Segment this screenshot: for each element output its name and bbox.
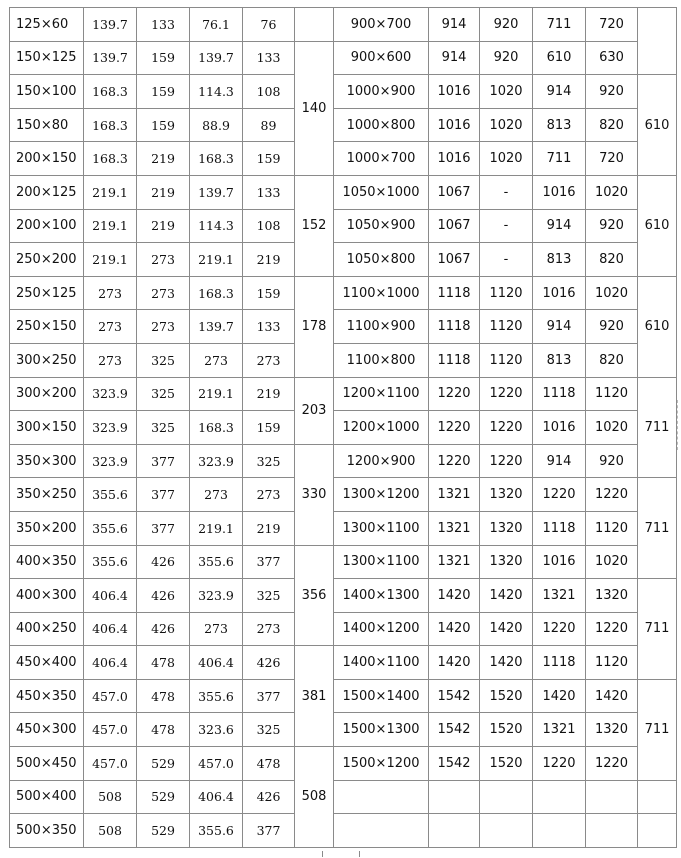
table-row bbox=[10, 108, 677, 142]
dimension-cell: 1220 bbox=[429, 444, 480, 478]
dimension-cell: 426 bbox=[137, 579, 190, 613]
table-row bbox=[10, 679, 677, 713]
dimension-cell: 355.6 bbox=[84, 545, 137, 579]
dimension-cell bbox=[429, 814, 480, 848]
dimension-cell: 273 bbox=[137, 276, 190, 310]
dimension-cell: 1520 bbox=[480, 747, 533, 781]
length-cell bbox=[638, 780, 677, 814]
size-cell: 300×150 bbox=[10, 411, 84, 445]
dimension-cell: 1320 bbox=[480, 545, 533, 579]
size-cell: 1100×800 bbox=[334, 343, 429, 377]
dimension-cell: 323.9 bbox=[190, 579, 243, 613]
dimension-cell: 1220 bbox=[533, 612, 586, 646]
dimension-cell: 108 bbox=[243, 209, 295, 243]
dimension-cell: 1220 bbox=[480, 377, 533, 411]
dimension-cell: 1520 bbox=[480, 713, 533, 747]
dimension-cell: 377 bbox=[137, 511, 190, 545]
dimension-cell: 1420 bbox=[429, 612, 480, 646]
size-cell: 450×350 bbox=[10, 679, 84, 713]
dimension-cell: 219.1 bbox=[84, 175, 137, 209]
size-cell: 1300×1100 bbox=[334, 545, 429, 579]
length-cell bbox=[638, 814, 677, 848]
dimension-cell: 1020 bbox=[586, 175, 638, 209]
dimension-cell: 1020 bbox=[586, 411, 638, 445]
size-cell: 250×125 bbox=[10, 276, 84, 310]
dimension-cell: 813 bbox=[533, 108, 586, 142]
size-cell: 1000×800 bbox=[334, 108, 429, 142]
dimension-cell bbox=[586, 814, 638, 848]
dimension-cell: 139.7 bbox=[190, 310, 243, 344]
table-row bbox=[10, 343, 677, 377]
size-cell: 1500×1400 bbox=[334, 679, 429, 713]
size-cell: 500×350 bbox=[10, 814, 84, 848]
table-row bbox=[10, 209, 677, 243]
dimension-cell: 325 bbox=[137, 411, 190, 445]
dimension-cell: 457.0 bbox=[84, 679, 137, 713]
table-row bbox=[10, 411, 677, 445]
size-cell bbox=[334, 780, 429, 814]
dimension-cell: 1420 bbox=[429, 579, 480, 613]
dimension-cell: 914 bbox=[533, 444, 586, 478]
dimension-cell: 920 bbox=[586, 209, 638, 243]
dimension-cell: 406.4 bbox=[84, 579, 137, 613]
dimension-cell: 89 bbox=[243, 108, 295, 142]
dimension-cell: 325 bbox=[243, 713, 295, 747]
dimension-cell: 168.3 bbox=[84, 108, 137, 142]
dimension-cell: 219.1 bbox=[190, 511, 243, 545]
table-row bbox=[10, 780, 677, 814]
length-cell: 610 bbox=[638, 75, 677, 176]
dimension-cell: 323.9 bbox=[84, 444, 137, 478]
size-cell: 900×600 bbox=[334, 41, 429, 75]
table-row bbox=[10, 377, 677, 411]
dimension-cell: 219.1 bbox=[84, 243, 137, 277]
dimension-cell: 406.4 bbox=[84, 646, 137, 680]
dimension-cell: 325 bbox=[243, 579, 295, 613]
dimension-cell: 426 bbox=[137, 612, 190, 646]
dimension-cell: 426 bbox=[243, 646, 295, 680]
dimension-cell: 1220 bbox=[429, 377, 480, 411]
dimension-cell: 1120 bbox=[480, 276, 533, 310]
dimension-cell: - bbox=[480, 209, 533, 243]
dimension-cell: 1420 bbox=[480, 612, 533, 646]
dimension-cell: 273 bbox=[84, 276, 137, 310]
dimension-cell: 1321 bbox=[533, 579, 586, 613]
reducer-dimension-table bbox=[9, 7, 677, 848]
dimension-cell: 159 bbox=[137, 108, 190, 142]
dimension-cell: 219 bbox=[137, 209, 190, 243]
dimension-cell: 478 bbox=[243, 747, 295, 781]
table-row bbox=[10, 579, 677, 613]
dimension-cell: 406.4 bbox=[84, 612, 137, 646]
size-cell: 500×400 bbox=[10, 780, 84, 814]
dimension-cell: 159 bbox=[243, 142, 295, 176]
size-cell: 150×80 bbox=[10, 108, 84, 142]
dimension-cell: 1420 bbox=[480, 646, 533, 680]
dimension-cell: 1321 bbox=[429, 545, 480, 579]
size-cell: 200×100 bbox=[10, 209, 84, 243]
dimension-cell: 1020 bbox=[480, 142, 533, 176]
dimension-cell: 1120 bbox=[586, 377, 638, 411]
dimension-cell: 1118 bbox=[429, 343, 480, 377]
dimension-cell: 133 bbox=[243, 41, 295, 75]
dimension-cell: 1118 bbox=[429, 310, 480, 344]
dimension-cell: 273 bbox=[243, 478, 295, 512]
table-row bbox=[10, 612, 677, 646]
dimension-cell: 508 bbox=[84, 780, 137, 814]
dimension-cell: 529 bbox=[137, 780, 190, 814]
dimension-cell: 1321 bbox=[533, 713, 586, 747]
dimension-cell: 1016 bbox=[533, 175, 586, 209]
size-cell: 350×250 bbox=[10, 478, 84, 512]
dimension-cell: 1016 bbox=[533, 411, 586, 445]
dimension-cell: 273 bbox=[190, 612, 243, 646]
size-cell: 300×250 bbox=[10, 343, 84, 377]
dimension-cell: 159 bbox=[137, 75, 190, 109]
dimension-cell bbox=[429, 780, 480, 814]
dimension-cell: 219 bbox=[137, 142, 190, 176]
dimension-cell: 1118 bbox=[429, 276, 480, 310]
table-row bbox=[10, 8, 677, 42]
table-row bbox=[10, 478, 677, 512]
dimension-cell: 323.9 bbox=[190, 444, 243, 478]
dimension-cell: 813 bbox=[533, 343, 586, 377]
dimension-cell: 1542 bbox=[429, 747, 480, 781]
dimension-cell: 1016 bbox=[429, 142, 480, 176]
size-cell: 1500×1300 bbox=[334, 713, 429, 747]
size-cell: 1200×900 bbox=[334, 444, 429, 478]
dimension-cell: 1118 bbox=[533, 511, 586, 545]
dimension-cell: 219.1 bbox=[84, 209, 137, 243]
size-cell: 1050×800 bbox=[334, 243, 429, 277]
dimension-cell: 478 bbox=[137, 679, 190, 713]
dimension-cell: 1542 bbox=[429, 713, 480, 747]
dimension-cell: 1067 bbox=[429, 209, 480, 243]
dimension-cell: 159 bbox=[243, 276, 295, 310]
dimension-cell: 325 bbox=[243, 444, 295, 478]
dimension-cell: 1420 bbox=[586, 679, 638, 713]
dimension-cell: 323.9 bbox=[84, 411, 137, 445]
dimension-cell: 920 bbox=[480, 41, 533, 75]
length-cell: 140 bbox=[295, 41, 334, 175]
dimension-cell: 610 bbox=[533, 41, 586, 75]
dimension-cell: 377 bbox=[137, 444, 190, 478]
dimension-cell: 1118 bbox=[533, 377, 586, 411]
size-cell: 1400×1300 bbox=[334, 579, 429, 613]
dimension-cell: 813 bbox=[533, 243, 586, 277]
dimension-cell: 1320 bbox=[480, 478, 533, 512]
dimension-cell: 1020 bbox=[586, 276, 638, 310]
dimension-cell: 377 bbox=[243, 679, 295, 713]
size-cell: 300×200 bbox=[10, 377, 84, 411]
dimension-cell: 1220 bbox=[586, 612, 638, 646]
dimension-cell: 820 bbox=[586, 243, 638, 277]
dimension-cell: 355.6 bbox=[190, 679, 243, 713]
size-cell: 350×300 bbox=[10, 444, 84, 478]
dimension-cell: 377 bbox=[137, 478, 190, 512]
size-cell bbox=[334, 814, 429, 848]
dimension-cell: 168.3 bbox=[84, 142, 137, 176]
dimension-cell: 820 bbox=[586, 343, 638, 377]
length-cell: 711 bbox=[638, 679, 677, 780]
size-cell: 1500×1200 bbox=[334, 747, 429, 781]
dimension-cell: 1320 bbox=[586, 713, 638, 747]
dimension-cell: 1220 bbox=[533, 747, 586, 781]
dimension-cell: 133 bbox=[243, 175, 295, 209]
dimension-cell: 273 bbox=[84, 343, 137, 377]
size-cell: 1200×1100 bbox=[334, 377, 429, 411]
length-cell: 381 bbox=[295, 646, 334, 747]
size-cell: 1000×900 bbox=[334, 75, 429, 109]
dimension-cell: 1520 bbox=[480, 679, 533, 713]
length-cell: 711 bbox=[638, 377, 677, 478]
dimension-cell: 529 bbox=[137, 747, 190, 781]
dimension-cell: 114.3 bbox=[190, 209, 243, 243]
size-cell: 450×300 bbox=[10, 713, 84, 747]
dimension-cell: 168.3 bbox=[190, 411, 243, 445]
table-row bbox=[10, 511, 677, 545]
length-cell: 152 bbox=[295, 175, 334, 276]
size-cell: 1400×1200 bbox=[334, 612, 429, 646]
table-row bbox=[10, 175, 677, 209]
table-row bbox=[10, 713, 677, 747]
dimension-cell: 108 bbox=[243, 75, 295, 109]
size-cell: 1050×1000 bbox=[334, 175, 429, 209]
dimension-cell: 1220 bbox=[429, 411, 480, 445]
dimension-cell: 1420 bbox=[480, 579, 533, 613]
dimension-cell: 1016 bbox=[429, 75, 480, 109]
size-cell: 1100×1000 bbox=[334, 276, 429, 310]
dimension-cell: 1220 bbox=[586, 478, 638, 512]
dimension-cell: 1542 bbox=[429, 679, 480, 713]
length-cell: 610 bbox=[638, 276, 677, 377]
dimension-cell: 139.7 bbox=[84, 41, 137, 75]
dimension-cell: 630 bbox=[586, 41, 638, 75]
dimension-cell: 914 bbox=[429, 41, 480, 75]
dimension-cell: 168.3 bbox=[84, 75, 137, 109]
dimension-cell: 139.7 bbox=[84, 8, 137, 42]
dimension-cell: - bbox=[480, 175, 533, 209]
dimension-cell bbox=[533, 780, 586, 814]
dimension-cell: 219 bbox=[243, 243, 295, 277]
table-row bbox=[10, 243, 677, 277]
dimension-cell: 478 bbox=[137, 713, 190, 747]
dimension-cell: 711 bbox=[533, 8, 586, 42]
dimension-cell: 1016 bbox=[429, 108, 480, 142]
dimension-cell: 1020 bbox=[586, 545, 638, 579]
dimension-cell: 1320 bbox=[586, 579, 638, 613]
size-cell: 1100×900 bbox=[334, 310, 429, 344]
dimension-cell: 920 bbox=[480, 8, 533, 42]
size-cell: 1050×900 bbox=[334, 209, 429, 243]
size-cell: 1300×1200 bbox=[334, 478, 429, 512]
dimension-cell bbox=[480, 780, 533, 814]
size-cell: 150×100 bbox=[10, 75, 84, 109]
dimension-cell: 711 bbox=[533, 142, 586, 176]
dimension-cell: 529 bbox=[137, 814, 190, 848]
dimension-cell: 1020 bbox=[480, 108, 533, 142]
dimension-cell: 325 bbox=[137, 343, 190, 377]
dimension-cell: 168.3 bbox=[190, 142, 243, 176]
dimension-cell: 920 bbox=[586, 75, 638, 109]
length-cell: 203 bbox=[295, 377, 334, 444]
dimension-cell: 76.1 bbox=[190, 8, 243, 42]
dimension-cell: 76 bbox=[243, 8, 295, 42]
dimension-cell: 273 bbox=[190, 343, 243, 377]
dimension-cell: 1220 bbox=[533, 478, 586, 512]
dimension-cell: 1420 bbox=[429, 646, 480, 680]
length-cell: 356 bbox=[295, 545, 334, 646]
dimension-cell: 273 bbox=[84, 310, 137, 344]
dimension-cell: 133 bbox=[243, 310, 295, 344]
dimension-cell: 478 bbox=[137, 646, 190, 680]
size-cell: 1200×1000 bbox=[334, 411, 429, 445]
dimension-cell: 159 bbox=[137, 41, 190, 75]
dimension-cell: 1321 bbox=[429, 478, 480, 512]
dimension-cell: 406.4 bbox=[190, 646, 243, 680]
dimension-cell: 273 bbox=[243, 343, 295, 377]
dimension-cell: 920 bbox=[586, 444, 638, 478]
table-row bbox=[10, 41, 677, 75]
table-row bbox=[10, 310, 677, 344]
table-row bbox=[10, 747, 677, 781]
dimension-cell: 914 bbox=[533, 75, 586, 109]
dimension-cell: 457.0 bbox=[190, 747, 243, 781]
dimension-cell: 273 bbox=[243, 612, 295, 646]
dimension-cell: 323.6 bbox=[190, 713, 243, 747]
dimension-cell: 377 bbox=[243, 545, 295, 579]
dimension-cell: 355.6 bbox=[190, 814, 243, 848]
dimension-cell: 1120 bbox=[586, 646, 638, 680]
size-cell: 1400×1100 bbox=[334, 646, 429, 680]
dimension-cell: 1220 bbox=[480, 444, 533, 478]
size-cell: 200×150 bbox=[10, 142, 84, 176]
dimension-cell: 273 bbox=[190, 478, 243, 512]
dimension-cell: 168.3 bbox=[190, 276, 243, 310]
dimension-cell: 457.0 bbox=[84, 747, 137, 781]
dimension-cell: 1020 bbox=[480, 75, 533, 109]
page-edge-mark bbox=[677, 400, 679, 450]
dimension-cell: 323.9 bbox=[84, 377, 137, 411]
dimension-cell: 355.6 bbox=[84, 478, 137, 512]
size-cell: 400×250 bbox=[10, 612, 84, 646]
dimension-cell: 273 bbox=[137, 310, 190, 344]
dimension-cell: 426 bbox=[243, 780, 295, 814]
dimension-cell: 1067 bbox=[429, 175, 480, 209]
dimension-cell: - bbox=[480, 243, 533, 277]
dimension-cell: 920 bbox=[586, 310, 638, 344]
dimension-cell: 1220 bbox=[480, 411, 533, 445]
dimension-cell: 88.9 bbox=[190, 108, 243, 142]
dimension-cell: 1420 bbox=[533, 679, 586, 713]
length-cell: 711 bbox=[638, 579, 677, 680]
size-cell: 450×400 bbox=[10, 646, 84, 680]
table-row bbox=[10, 814, 677, 848]
size-cell: 125×60 bbox=[10, 8, 84, 42]
dimension-cell: 1016 bbox=[533, 545, 586, 579]
size-cell: 400×300 bbox=[10, 579, 84, 613]
length-cell bbox=[638, 8, 677, 75]
table-row bbox=[10, 545, 677, 579]
dimension-cell: 1220 bbox=[586, 747, 638, 781]
dimension-cell: 508 bbox=[84, 814, 137, 848]
table-row bbox=[10, 646, 677, 680]
length-cell: 711 bbox=[638, 478, 677, 579]
dimension-cell: 139.7 bbox=[190, 41, 243, 75]
dimension-cell: 219 bbox=[243, 511, 295, 545]
dimension-cell: 406.4 bbox=[190, 780, 243, 814]
dimension-cell bbox=[480, 814, 533, 848]
size-cell: 900×700 bbox=[334, 8, 429, 42]
length-cell: 610 bbox=[638, 175, 677, 276]
dimension-cell: 914 bbox=[533, 310, 586, 344]
dimension-cell: 1067 bbox=[429, 243, 480, 277]
dimension-cell: 914 bbox=[429, 8, 480, 42]
size-cell: 250×150 bbox=[10, 310, 84, 344]
dimension-cell: 720 bbox=[586, 8, 638, 42]
dimension-cell: 219 bbox=[243, 377, 295, 411]
dimension-cell: 1321 bbox=[429, 511, 480, 545]
table-row bbox=[10, 276, 677, 310]
table-row bbox=[10, 444, 677, 478]
dimension-cell: 914 bbox=[533, 209, 586, 243]
size-cell: 1300×1100 bbox=[334, 511, 429, 545]
dimension-cell: 219.1 bbox=[190, 243, 243, 277]
dimension-cell: 159 bbox=[243, 411, 295, 445]
length-cell: 330 bbox=[295, 444, 334, 545]
table-row bbox=[10, 75, 677, 109]
size-cell: 200×125 bbox=[10, 175, 84, 209]
dimension-cell: 426 bbox=[137, 545, 190, 579]
dimension-cell: 325 bbox=[137, 377, 190, 411]
size-cell: 250×200 bbox=[10, 243, 84, 277]
dimension-cell: 114.3 bbox=[190, 75, 243, 109]
dimension-cell bbox=[533, 814, 586, 848]
dimension-cell: 377 bbox=[243, 814, 295, 848]
size-cell: 1000×700 bbox=[334, 142, 429, 176]
dimension-cell: 355.6 bbox=[84, 511, 137, 545]
size-cell: 150×125 bbox=[10, 41, 84, 75]
length-cell: 178 bbox=[295, 276, 334, 377]
dimension-cell: 273 bbox=[137, 243, 190, 277]
dimension-cell bbox=[586, 780, 638, 814]
dimension-cell: 1120 bbox=[480, 343, 533, 377]
dimension-cell: 219 bbox=[137, 175, 190, 209]
dimension-cell: 457.0 bbox=[84, 713, 137, 747]
dimension-cell: 1120 bbox=[586, 511, 638, 545]
dimension-cell: 1016 bbox=[533, 276, 586, 310]
dimension-cell: 219.1 bbox=[190, 377, 243, 411]
dimension-cell: 1120 bbox=[480, 310, 533, 344]
dimension-cell: 133 bbox=[137, 8, 190, 42]
dimension-cell: 1118 bbox=[533, 646, 586, 680]
size-cell: 350×200 bbox=[10, 511, 84, 545]
size-cell: 400×350 bbox=[10, 545, 84, 579]
dimension-cell: 1320 bbox=[480, 511, 533, 545]
dimension-cell: 139.7 bbox=[190, 175, 243, 209]
size-cell: 500×450 bbox=[10, 747, 84, 781]
length-cell: 508 bbox=[295, 747, 334, 848]
table-row bbox=[10, 142, 677, 176]
dimension-cell: 720 bbox=[586, 142, 638, 176]
page-edge-mark bbox=[322, 851, 360, 857]
dimension-cell: 820 bbox=[586, 108, 638, 142]
dimension-cell: 355.6 bbox=[190, 545, 243, 579]
length-cell bbox=[295, 8, 334, 42]
